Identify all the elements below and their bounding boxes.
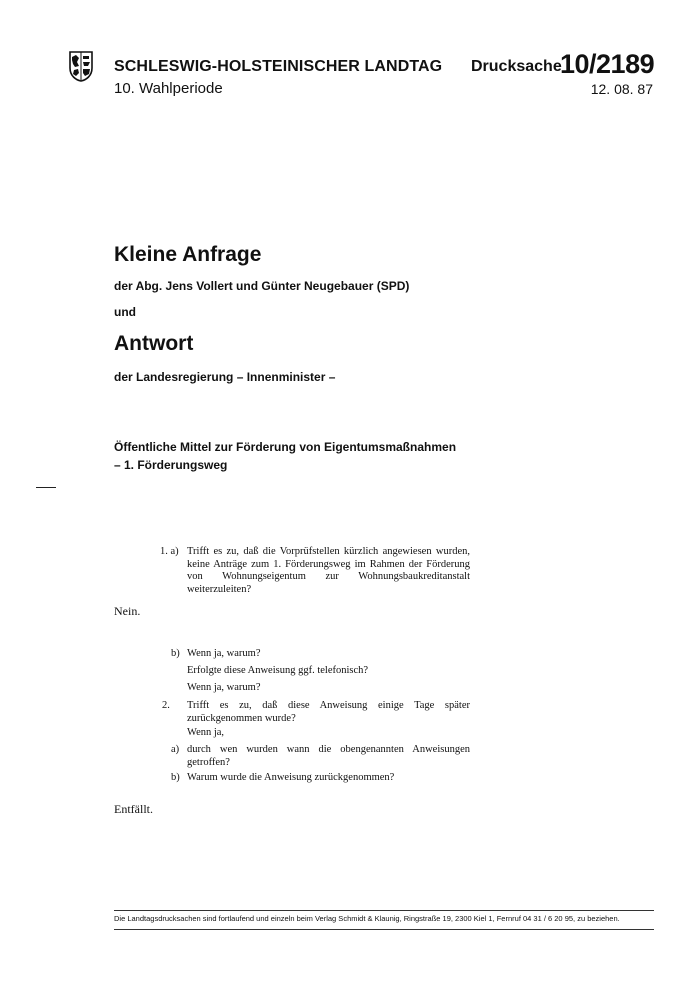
drucksache-label: Drucksache xyxy=(471,58,562,75)
heading-kleine-anfrage: Kleine Anfrage xyxy=(114,243,262,266)
question-1b-line-2: Erfolgte diese Anweisung ggf. telefonisch? xyxy=(187,665,369,676)
question-1a-text: Trifft es zu, daß die Vorprüfstellen kürzlich angewiesen wurden, keine Anträge zum 1. Förderungsweg im Rahmen der Förderung von Wohnungseigentum zur Wohnungsbaukreditanstalt weiterzuleiten? xyxy=(187,546,470,595)
question-2a-text: durch wen wurden wann die obengenannten Anweisungen getroffen? xyxy=(187,744,470,768)
question-1b-line-3: Wenn ja, warum? xyxy=(187,682,261,693)
footer-rule-top xyxy=(114,910,654,911)
margin-mark xyxy=(36,487,56,488)
parliament-title: SCHLESWIG-HOLSTEINISCHER LANDTAG xyxy=(114,58,443,75)
legislative-period: 10. Wahlperiode xyxy=(114,80,223,97)
heading-antwort: Antwort xyxy=(114,332,194,355)
footer-rule-bottom xyxy=(114,929,654,930)
topic-line-1: Öffentliche Mittel zur Förderung von Eigentumsmaßnahmen xyxy=(114,440,457,454)
question-2-wenn-ja: Wenn ja, xyxy=(187,727,225,738)
footer-note: Die Landtagsdrucksachen sind fortlaufend und einzeln beim Verlag Schmidt & Klaunig, Ringstraße 19, 2300 Kiel 1, Fernruf 04 31 / 6 20 95, zu beziehen. xyxy=(114,914,620,923)
answer-2: Entfällt. xyxy=(114,802,153,816)
question-2b-text: Warum wurde die Anweisung zurückgenommen? xyxy=(187,772,395,783)
document-date: 12. 08. 87 xyxy=(590,81,653,97)
respondent-line: der Landesregierung – Innenminister – xyxy=(114,370,336,384)
question-2b-number: b) xyxy=(171,772,180,783)
conjunction-und: und xyxy=(114,305,136,319)
question-1b-number: b) xyxy=(171,648,180,659)
question-2a-number: a) xyxy=(171,744,180,755)
topic-line-2: – 1. Förderungsweg xyxy=(114,458,228,472)
state-crest-icon xyxy=(68,50,94,82)
drucksache-number: 10/2189 xyxy=(560,49,655,79)
question-1a-number: 1. a) xyxy=(160,546,179,557)
question-2-text: Trifft es zu, daß diese Anweisung einige Tage später zurückgenommen wurde? xyxy=(187,700,470,724)
question-2-number: 2. xyxy=(162,700,170,711)
question-1b-line-1: Wenn ja, warum? xyxy=(187,648,261,659)
authors-line: der Abg. Jens Vollert und Günter Neugebauer (SPD) xyxy=(114,279,410,293)
answer-1: Nein. xyxy=(114,604,141,618)
